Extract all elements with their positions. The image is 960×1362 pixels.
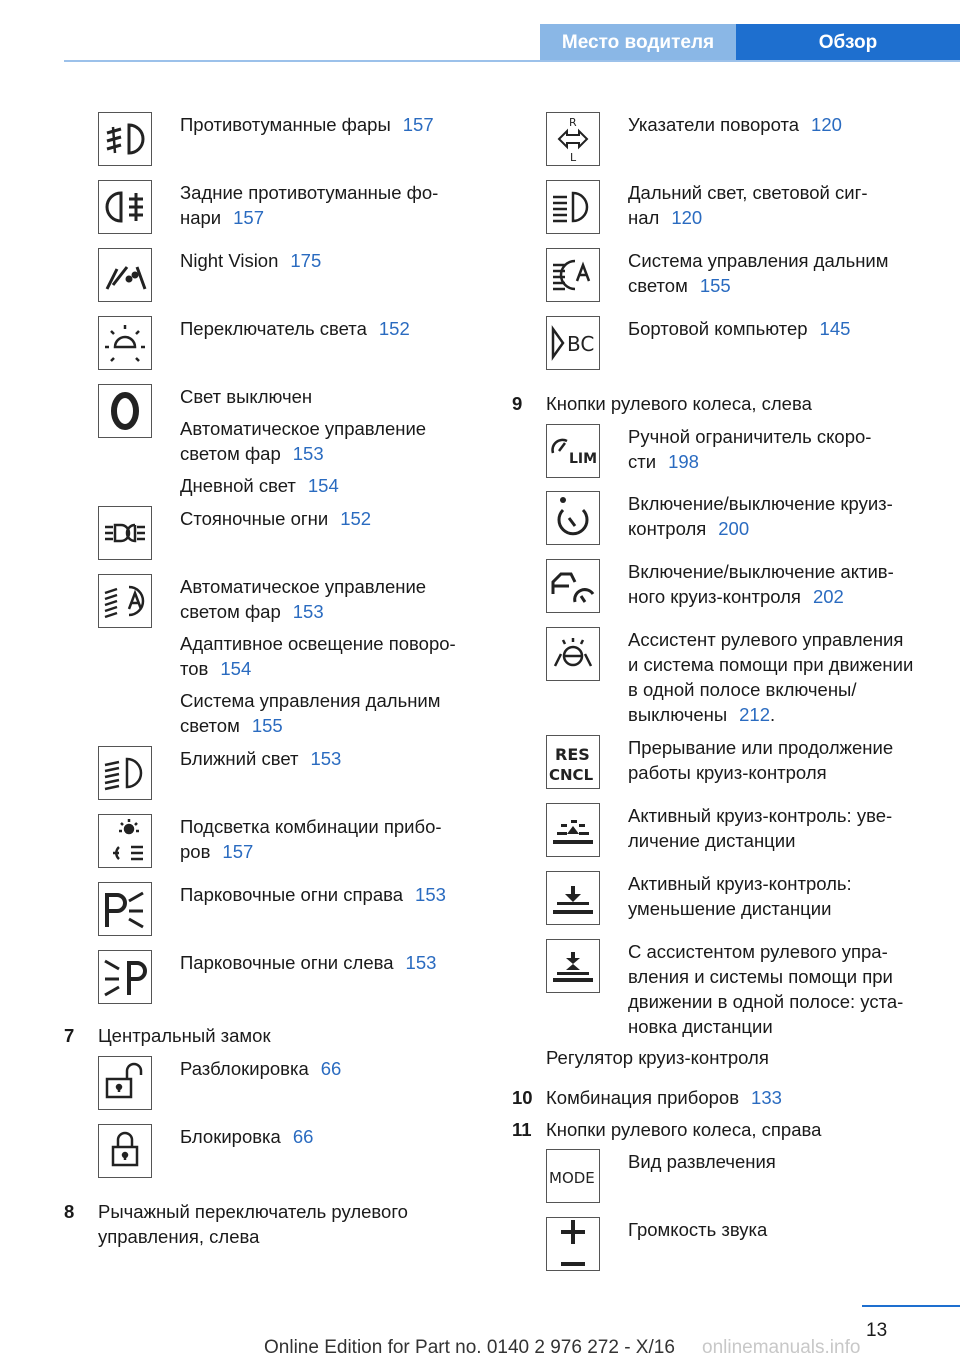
page-ref-link[interactable]: 153 <box>310 748 342 769</box>
svg-text:LIM: LIM <box>569 451 598 467</box>
item-label: Активный круиз-контроль: уве- личение дистанции <box>628 805 893 851</box>
item-description <box>628 491 928 548</box>
high-beam-icon <box>546 180 600 234</box>
svg-text:CNCL: CNCL <box>549 766 594 784</box>
item-title: Кнопки рулевого колеса, справа <box>546 1119 822 1140</box>
parking-light-right-icon <box>98 882 152 936</box>
item-title: Рычажный переключатель рулевого управления, слева <box>98 1201 408 1247</box>
svg-text:BC: BC <box>567 332 595 356</box>
page-ref-link[interactable]: 145 <box>819 318 851 339</box>
item-description <box>628 112 928 144</box>
item-label: Указатели поворота <box>628 114 800 135</box>
chapter-tab[interactable]: Обзор <box>736 24 960 61</box>
cruise-control-icon <box>546 491 600 545</box>
item-label: Включение/выключение актив- ного круиз-контроля <box>628 561 894 607</box>
item-description <box>628 248 928 305</box>
item-description <box>628 939 928 1046</box>
item-title: Центральный замок <box>98 1025 271 1046</box>
item-description <box>180 574 480 745</box>
svg-text:RES: RES <box>555 745 590 764</box>
item-description <box>628 627 928 734</box>
edition-text: Online Edition for Part no. 0140 2 976 272 - X/16 <box>264 1337 675 1358</box>
page-ref-link[interactable]: 133 <box>751 1087 782 1108</box>
item-description <box>628 1149 928 1181</box>
page-ref-link[interactable]: 152 <box>340 508 372 529</box>
item-label: Активный круиз-контроль: уменьшение дистанции <box>628 873 852 919</box>
volume-icon <box>546 1217 600 1271</box>
front-fog-light-icon <box>98 112 152 166</box>
page-ref-link[interactable]: 154 <box>220 658 252 679</box>
item-description <box>180 384 480 505</box>
page-ref-link[interactable]: 212 <box>739 704 771 725</box>
item-description <box>628 735 928 792</box>
page-ref-link[interactable]: 155 <box>699 275 731 296</box>
item-number: 10 <box>512 1087 533 1108</box>
item-label: Ручной ограничитель скоро- сти <box>628 426 872 472</box>
page-ref-link[interactable]: 175 <box>290 250 322 271</box>
page-ref-link[interactable]: 157 <box>233 207 265 228</box>
item-description <box>628 424 928 481</box>
item-label: Дневной свет <box>180 475 296 496</box>
item-description <box>180 882 480 914</box>
speed-limiter-icon <box>546 424 600 478</box>
item-label: Автоматическое управление светом фар <box>180 418 427 464</box>
res-cncl-icon <box>546 735 600 789</box>
item-label: Парковочные огни слева <box>180 952 394 973</box>
page-number: 13 <box>866 1320 888 1341</box>
page-ref-link[interactable]: 153 <box>405 952 437 973</box>
item-title: Кнопки рулевого колеса, слева <box>546 393 812 414</box>
page-ref-link[interactable]: 157 <box>222 841 254 862</box>
mode-button-icon <box>546 1149 600 1203</box>
footer-rule <box>862 1305 960 1307</box>
item-description <box>628 316 928 348</box>
parking-lights-icon <box>98 506 152 560</box>
page-ref-link[interactable]: 153 <box>292 443 324 464</box>
item-description <box>180 316 480 348</box>
item-label: Автоматическое управление светом фар <box>180 576 427 622</box>
item-label: Включение/выключение круиз- контроля <box>628 493 893 539</box>
page-ref-link[interactable]: 120 <box>811 114 842 135</box>
page-ref-link[interactable]: 66 <box>320 1058 342 1079</box>
item-description <box>628 871 928 928</box>
item-label: Прерывание или продолжение работы круиз-контроля <box>628 737 894 783</box>
item-label: Night Vision <box>180 250 279 271</box>
item-label: Свет выключен <box>180 386 313 407</box>
page-ref-link[interactable]: 202 <box>812 586 844 607</box>
night-vision-icon <box>98 248 152 302</box>
rear-fog-light-icon <box>98 180 152 234</box>
lock-icon <box>98 1124 152 1178</box>
item-label: Разблокировка <box>180 1058 309 1079</box>
item-description <box>180 180 480 237</box>
page-ref-link[interactable]: 155 <box>251 715 283 736</box>
page-ref-link[interactable]: 200 <box>718 518 750 539</box>
svg-text:R: R <box>569 116 577 129</box>
item-description <box>180 1056 480 1088</box>
punctuation: . <box>770 704 776 725</box>
page-ref-link[interactable]: 120 <box>671 207 703 228</box>
item-label: Противотуманные фары <box>180 114 391 135</box>
low-beam-icon <box>98 746 152 800</box>
light-switch-icon <box>98 316 152 370</box>
svg-text:MODE: MODE <box>549 1169 595 1187</box>
item-label: Вид развлечения <box>628 1151 776 1172</box>
item-label: Комбинация приборов <box>546 1087 740 1108</box>
item-description <box>628 559 928 616</box>
item-description <box>628 180 928 237</box>
page-ref-link[interactable]: 154 <box>307 475 339 496</box>
item-description <box>180 112 480 144</box>
item-label: Ассистент рулевого управления и система помощи при движении в одной полосе включены/ выключены <box>628 629 914 725</box>
steering-assist-icon <box>546 627 600 681</box>
item-description <box>180 950 480 982</box>
item-description <box>628 1217 928 1249</box>
item-label: Парковочные огни справа <box>180 884 404 905</box>
distance-decrease-icon <box>546 871 600 925</box>
page-ref-link[interactable]: 153 <box>292 601 324 622</box>
item-number: 7 <box>64 1025 75 1046</box>
parking-light-left-icon <box>98 950 152 1004</box>
item-description <box>628 803 928 860</box>
page-ref-link[interactable]: 66 <box>292 1126 314 1147</box>
instrument-lighting-icon <box>98 814 152 868</box>
bc-button-icon <box>546 316 600 370</box>
svg-text:L: L <box>570 151 577 164</box>
distance-set-icon <box>546 939 600 993</box>
active-cruise-icon <box>546 559 600 613</box>
item-label: Дальний свет, световой сиг- нал <box>628 182 868 228</box>
item-description <box>180 746 480 778</box>
auto-headlight-icon <box>98 574 152 628</box>
item-number: 11 <box>512 1119 532 1140</box>
item-label: Задние противотуманные фо- нари <box>180 182 439 228</box>
item-number: 9 <box>512 393 523 414</box>
section-tab[interactable]: Место водителя <box>540 24 736 61</box>
high-beam-assist-icon <box>546 248 600 302</box>
light-off-icon <box>98 384 152 438</box>
item-label: Ближний свет <box>180 748 299 769</box>
note-text: Регулятор круиз-контроля <box>546 1047 769 1068</box>
item-description <box>180 506 480 538</box>
item-label: Подсветка комбинации прибо- ров <box>180 816 442 862</box>
item-label: Громкость звука <box>628 1219 768 1240</box>
page-ref-link[interactable]: 198 <box>668 451 699 472</box>
turn-signal-icon <box>546 112 600 166</box>
item-number: 8 <box>64 1201 75 1222</box>
distance-increase-icon <box>546 803 600 857</box>
item-description <box>180 248 480 280</box>
cruise-control-note <box>546 1045 769 1070</box>
page-ref-link[interactable]: 157 <box>402 114 434 135</box>
item-label: Система управления дальним светом <box>628 250 889 296</box>
item-label: Система управления дальним светом <box>180 690 441 736</box>
item-description <box>180 814 480 871</box>
item-description <box>180 1124 480 1156</box>
item-label: Переключатель света <box>180 318 367 339</box>
unlock-icon <box>98 1056 152 1110</box>
item-title <box>546 1085 926 1110</box>
page-ref-link[interactable]: 152 <box>378 318 410 339</box>
watermark: onlinemanuals.info <box>702 1337 861 1358</box>
item-label: Бортовой компьютер <box>628 318 808 339</box>
item-label: С ассистентом рулевого упра- вления и системы помощи при движении в одной полосе: уста- новка дистанции <box>628 941 904 1037</box>
page-ref-link[interactable]: 153 <box>415 884 446 905</box>
item-label: Блокировка <box>180 1126 281 1147</box>
header-rule <box>64 60 960 62</box>
item-label: Адаптивное освещение поворо- тов <box>180 633 456 679</box>
item-label: Стояночные огни <box>180 508 329 529</box>
